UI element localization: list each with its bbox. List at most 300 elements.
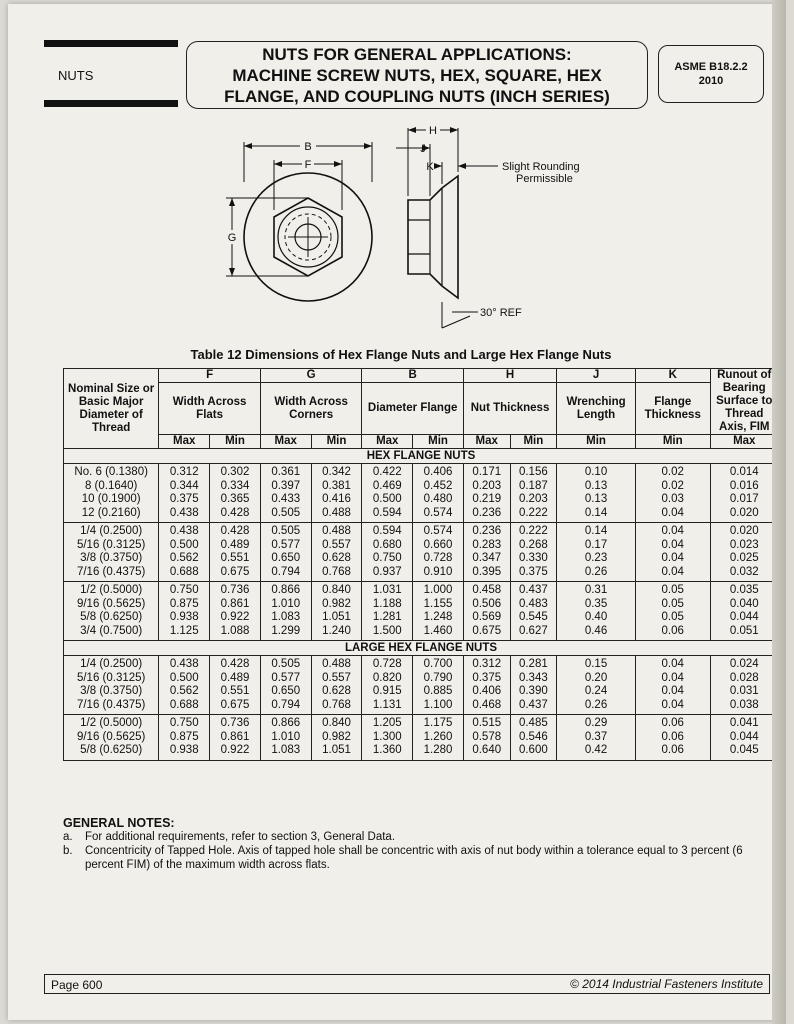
dimension-value: 0.628 [322, 685, 351, 697]
standard-badge [658, 45, 764, 103]
dimension-value: 0.29 [584, 717, 608, 729]
document-page [8, 4, 778, 1020]
dimension-value: 0.40 [584, 611, 608, 623]
dim-label-b: B [304, 141, 312, 153]
dimension-value: 0.13 [584, 493, 608, 505]
dimension-value: 0.790 [423, 671, 453, 684]
dimension-value: 0.500 [169, 538, 199, 551]
dimension-value: 0.488 [322, 525, 351, 537]
dimension-value: 0.038 [729, 698, 759, 711]
dimension-value: 0.26 [584, 698, 608, 711]
dimension-value: 0.562 [169, 552, 199, 564]
dimension-value: 0.500 [372, 493, 402, 505]
dimension-value: 0.26 [584, 565, 608, 578]
dimensions-table [63, 368, 779, 761]
dimension-value: 0.820 [372, 671, 402, 684]
dimension-value: 0.13 [584, 479, 608, 492]
col-letter-f: F [159, 369, 261, 383]
dimension-value: 0.025 [729, 552, 759, 564]
dimension-value: 0.469 [372, 479, 402, 492]
value-cell [463, 464, 510, 523]
value-cell [311, 523, 362, 582]
dimension-value: 0.04 [661, 671, 684, 684]
title-line: NUTS FOR GENERAL APPLICATIONS: [262, 45, 572, 64]
dimension-value: 0.577 [271, 538, 301, 551]
dim-label-f: F [304, 159, 312, 171]
dimension-value: 0.875 [169, 730, 199, 743]
dimension-value: 0.505 [271, 506, 301, 519]
dimension-value: 0.866 [271, 584, 301, 596]
dimension-value: 0.433 [271, 493, 301, 505]
value-cell [635, 464, 710, 523]
nominal-size: 5/16 (0.3125) [76, 538, 146, 551]
dimension-value: 0.428 [220, 658, 250, 670]
dimension-value: 0.768 [322, 565, 351, 578]
dimension-value: 0.458 [472, 584, 502, 596]
dimension-value: 1.260 [423, 730, 453, 743]
dimension-value: 0.485 [518, 717, 548, 729]
page-edge-shadow [772, 0, 786, 1024]
dimension-value: 0.20 [584, 671, 608, 684]
dimension-value: 0.437 [518, 584, 548, 596]
dim-label-g: G [227, 232, 237, 244]
size-cell [64, 523, 159, 582]
table-body [64, 449, 779, 761]
section-header-row [64, 449, 779, 464]
dimension-value: 0.04 [661, 565, 684, 578]
value-cell [260, 715, 311, 761]
rounding-note-line1: Slight Rounding [502, 161, 580, 173]
dimension-value: 0.688 [169, 565, 199, 578]
subheader-min: Min [635, 435, 710, 449]
dimension-value: 0.06 [661, 744, 684, 756]
dimension-value: 0.24 [584, 685, 608, 697]
value-cell [463, 715, 510, 761]
nominal-size: 3/4 (0.7500) [80, 624, 143, 637]
dimension-value: 0.505 [271, 658, 301, 670]
dimension-value: 0.06 [661, 730, 684, 743]
dimension-value: 0.03 [661, 493, 684, 505]
dimension-value: 0.483 [518, 597, 548, 610]
dimension-value: 0.06 [661, 717, 684, 729]
col-header-g: Width Across Corners [260, 383, 362, 435]
dimension-value: 0.728 [372, 658, 402, 670]
dimension-value: 0.302 [220, 466, 250, 478]
value-cell [510, 656, 557, 715]
dimension-value: 0.187 [518, 479, 548, 492]
dimension-value: 0.750 [169, 717, 199, 729]
section-header-row [64, 641, 779, 656]
dimension-value: 0.551 [220, 685, 250, 697]
dimension-value: 0.688 [169, 698, 199, 711]
value-cell [362, 582, 413, 641]
title-line: MACHINE SCREW NUTS, HEX, SQUARE, HEX [232, 66, 602, 85]
dimension-value: 0.406 [472, 685, 502, 697]
nominal-size: 7/16 (0.4375) [76, 698, 146, 711]
dim-label-h: H [429, 125, 437, 137]
dimension-value: 0.938 [169, 611, 199, 623]
table-row-group [64, 582, 779, 641]
value-cell [710, 656, 778, 715]
col-letter-b: B [362, 369, 464, 383]
dimension-value: 1.083 [271, 611, 301, 623]
dimension-value: 0.982 [322, 597, 351, 610]
value-cell [510, 582, 557, 641]
dimension-value: 1.000 [423, 584, 453, 596]
col-header-b: Diameter Flange [362, 383, 464, 435]
dimension-value: 0.794 [271, 698, 301, 711]
dimension-value: 0.016 [729, 479, 759, 492]
nominal-size: 1/4 (0.2500) [80, 525, 143, 537]
dimension-value: 0.728 [423, 552, 453, 564]
dimension-value: 0.700 [423, 658, 453, 670]
dimension-value: 1.299 [271, 624, 301, 637]
dimension-value: 0.283 [472, 538, 502, 551]
dimension-value: 1.175 [423, 717, 453, 729]
page-number: Page 600 [51, 978, 103, 992]
dimension-value: 0.343 [518, 671, 548, 684]
value-cell [260, 656, 311, 715]
dimension-value: 0.04 [661, 685, 684, 697]
dimension-value: 0.650 [271, 552, 301, 564]
dimension-value: 0.17 [584, 538, 608, 551]
value-cell [210, 464, 261, 523]
title-line: FLANGE, AND COUPLING NUTS (INCH SERIES) [224, 87, 610, 106]
dimension-value: 0.505 [271, 525, 301, 537]
dimension-value: 0.840 [322, 717, 351, 729]
dimension-value: 0.562 [169, 685, 199, 697]
value-cell [463, 656, 510, 715]
dimension-value: 0.910 [423, 565, 453, 578]
dimension-value: 0.045 [729, 744, 759, 756]
note-text: For additional requirements, refer to section 3, General Data. [85, 831, 396, 843]
dimension-value: 0.506 [472, 597, 502, 610]
nominal-size: 9/16 (0.5625) [76, 597, 146, 610]
value-cell [463, 523, 510, 582]
dimension-value: 0.578 [472, 730, 502, 743]
dimension-value: 0.05 [661, 584, 684, 596]
col-letter-j: J [557, 369, 636, 383]
front-view [226, 142, 372, 301]
dimension-value: 0.515 [472, 717, 502, 729]
dimension-value: 1.031 [372, 584, 402, 596]
nominal-size: 1/2 (0.5000) [80, 717, 143, 729]
page-title [186, 41, 648, 109]
dimension-value: 0.660 [423, 538, 453, 551]
dimension-value: 1.240 [322, 624, 351, 637]
dimension-value: 0.861 [220, 597, 250, 610]
value-cell [635, 523, 710, 582]
dimension-value: 0.203 [472, 479, 502, 492]
col-header-h: Nut Thickness [463, 383, 556, 435]
table-row-group [64, 656, 779, 715]
dimension-value: 0.650 [271, 685, 301, 697]
dimension-value: 1.088 [220, 624, 250, 637]
dimension-value: 0.866 [271, 717, 301, 729]
dimension-value: 1.460 [423, 624, 453, 637]
nominal-size: 3/8 (0.3750) [80, 552, 143, 564]
dimension-value: 0.577 [271, 671, 301, 684]
dimension-value: 0.222 [518, 525, 548, 537]
dimension-value: 0.156 [518, 466, 548, 478]
dimension-value: 0.342 [322, 466, 351, 478]
dimension-value: 0.438 [169, 658, 199, 670]
dimension-value: 0.861 [220, 730, 250, 743]
dimension-value: 0.040 [729, 597, 759, 610]
value-cell [463, 582, 510, 641]
value-cell [710, 464, 778, 523]
section-title: HEX FLANGE NUTS [64, 449, 779, 464]
value-cell [159, 582, 210, 641]
subheader-min: Min [311, 435, 362, 449]
dimension-value: 0.04 [661, 506, 684, 519]
subheader-max: Max [463, 435, 510, 449]
value-cell [557, 464, 636, 523]
value-cell [557, 715, 636, 761]
value-cell [413, 523, 464, 582]
dimension-value: 0.768 [322, 698, 351, 711]
size-cell [64, 464, 159, 523]
table-row-group [64, 715, 779, 761]
standard-number: ASME B18.2.2 [674, 61, 748, 73]
header-rule-bottom [44, 100, 178, 107]
dimension-value: 0.044 [729, 730, 759, 743]
dimension-value: 0.236 [472, 506, 502, 519]
section-label: NUTS [58, 68, 94, 83]
dimension-value: 0.680 [372, 538, 402, 551]
col-header-runout: Runout of Bearing Surface to Thread Axis, FIM [710, 369, 778, 435]
dimension-value: 0.640 [472, 744, 502, 756]
dimension-value: 1.500 [372, 624, 402, 637]
dimension-value: 0.23 [584, 552, 608, 564]
col-header-nominal: Nominal Size or Basic Major Diameter of Thread [64, 369, 159, 449]
dimension-value: 0.437 [518, 698, 548, 711]
value-cell [362, 523, 413, 582]
dimension-value: 0.428 [220, 506, 250, 519]
nominal-size: 9/16 (0.5625) [76, 730, 146, 743]
dimension-value: 0.236 [472, 525, 502, 537]
dimension-value: 0.04 [661, 525, 684, 537]
dimension-value: 0.02 [661, 466, 684, 478]
dimension-value: 0.750 [372, 552, 402, 564]
nominal-size: 3/8 (0.3750) [80, 685, 143, 697]
nominal-size: 5/8 (0.6250) [80, 611, 143, 623]
subheader-min: Min [557, 435, 636, 449]
dimension-value: 0.489 [220, 671, 250, 684]
dimension-value: 0.035 [729, 584, 759, 596]
value-cell [311, 464, 362, 523]
table-caption: Table 12 Dimensions of Hex Flange Nuts and Large Hex Flange Nuts [190, 347, 612, 362]
dimension-value: 1.188 [372, 597, 402, 610]
value-cell [710, 582, 778, 641]
size-cell [64, 715, 159, 761]
dimension-value: 0.344 [169, 479, 199, 492]
col-letter-h: H [463, 369, 556, 383]
dimension-value: 0.06 [661, 624, 684, 637]
value-cell [557, 656, 636, 715]
dimension-value: 0.937 [372, 565, 402, 578]
size-cell [64, 656, 159, 715]
nominal-size: 10 (0.1900) [81, 493, 141, 505]
dimension-value: 0.203 [518, 493, 548, 505]
dimension-value: 0.02 [661, 479, 684, 492]
subheader-max: Max [159, 435, 210, 449]
value-cell [710, 715, 778, 761]
dimension-value: 0.557 [322, 671, 351, 684]
dimension-value: 0.023 [729, 538, 759, 551]
dimension-value: 0.219 [472, 493, 502, 505]
dimension-value: 0.375 [169, 493, 199, 505]
value-cell [635, 656, 710, 715]
value-cell [413, 582, 464, 641]
dimension-value: 0.334 [220, 479, 250, 492]
value-cell [210, 715, 261, 761]
dimension-value: 1.125 [169, 624, 199, 637]
col-header-f: Width Across Flats [159, 383, 261, 435]
dimension-value: 1.281 [372, 611, 402, 623]
dimension-value: 0.028 [729, 671, 759, 684]
dimension-value: 0.422 [372, 466, 402, 478]
nominal-size: 8 (0.1640) [84, 479, 138, 492]
dimension-value: 0.922 [220, 611, 250, 623]
dimension-value: 0.875 [169, 597, 199, 610]
value-cell [413, 656, 464, 715]
dimension-value: 0.020 [729, 525, 759, 537]
value-cell [311, 656, 362, 715]
dimension-value: 0.014 [729, 466, 759, 478]
nominal-size: 7/16 (0.4375) [76, 565, 146, 578]
dimension-value: 0.312 [169, 466, 199, 478]
rounding-note-line2: Permissible [516, 173, 573, 185]
value-cell [413, 715, 464, 761]
value-cell [311, 715, 362, 761]
dimension-value: 0.982 [322, 730, 351, 743]
dimension-value: 0.10 [584, 466, 608, 478]
dimension-value: 0.452 [423, 479, 453, 492]
size-cell [64, 582, 159, 641]
dimension-value: 0.020 [729, 506, 759, 519]
dimension-value: 0.416 [322, 493, 351, 505]
dimension-value: 0.480 [423, 493, 453, 505]
dimension-value: 0.406 [423, 466, 453, 478]
value-cell [210, 656, 261, 715]
dimension-value: 0.05 [661, 611, 684, 623]
value-cell [510, 464, 557, 523]
dimension-value: 0.37 [584, 730, 608, 743]
subheader-min: Min [510, 435, 557, 449]
dimension-value: 1.248 [423, 611, 453, 623]
page-footer [44, 974, 770, 994]
dimension-value: 0.04 [661, 658, 684, 670]
dimension-value: 0.031 [729, 685, 759, 697]
value-cell [362, 656, 413, 715]
value-cell [210, 523, 261, 582]
dimension-value: 0.546 [518, 730, 548, 743]
dimension-value: 0.281 [518, 658, 548, 670]
col-letter-k: K [635, 369, 710, 383]
dimension-value: 0.347 [472, 552, 502, 564]
dimension-value: 0.395 [472, 565, 502, 578]
dimension-value: 0.04 [661, 538, 684, 551]
subheader-min: Min [413, 435, 464, 449]
dimension-value: 0.628 [322, 552, 351, 564]
subheader-max: Max [362, 435, 413, 449]
dimension-value: 0.397 [271, 479, 301, 492]
copyright: © 2014 Industrial Fasteners Institute [570, 977, 763, 991]
dimension-value: 0.574 [423, 506, 453, 519]
dimension-value: 1.051 [322, 744, 351, 756]
dimension-value: 0.05 [661, 597, 684, 610]
value-cell [159, 656, 210, 715]
value-cell [510, 715, 557, 761]
value-cell [635, 715, 710, 761]
dimension-value: 0.675 [220, 565, 250, 578]
value-cell [260, 523, 311, 582]
dimension-value: 0.35 [584, 597, 608, 610]
value-cell [362, 715, 413, 761]
value-cell [159, 715, 210, 761]
dimension-value: 0.171 [472, 466, 502, 478]
dimension-value: 0.044 [729, 611, 759, 623]
dimension-value: 1.205 [372, 717, 402, 729]
dimension-value: 1.131 [372, 698, 402, 711]
col-letter-g: G [260, 369, 362, 383]
value-cell [510, 523, 557, 582]
dimension-value: 0.390 [518, 685, 548, 697]
dimension-value: 1.051 [322, 611, 351, 623]
nominal-size: No. 6 (0.1380) [74, 466, 148, 478]
dimension-value: 0.375 [518, 565, 548, 578]
dimension-value: 1.083 [271, 744, 301, 756]
dimension-value: 0.794 [271, 565, 301, 578]
value-cell [311, 582, 362, 641]
note-label: a. [63, 831, 73, 843]
section-title: LARGE HEX FLANGE NUTS [64, 641, 779, 656]
dimension-value: 1.100 [423, 698, 453, 711]
value-cell [260, 464, 311, 523]
dimension-value: 0.600 [518, 744, 548, 756]
dimension-value: 0.330 [518, 552, 548, 564]
nominal-size: 1/4 (0.2500) [80, 658, 143, 670]
dimension-value: 0.557 [322, 538, 351, 551]
dimension-value: 0.840 [322, 584, 351, 596]
dimension-value: 0.489 [220, 538, 250, 551]
dimension-value: 0.594 [372, 506, 402, 519]
nominal-size: 12 (0.2160) [81, 506, 141, 519]
dimension-value: 0.31 [584, 584, 608, 596]
col-header-k: Flange Thickness [635, 383, 710, 435]
dimension-value: 1.300 [372, 730, 402, 743]
dimension-value: 0.14 [584, 525, 608, 537]
header-rule-top [44, 40, 178, 47]
value-cell [557, 582, 636, 641]
dimension-value: 0.051 [729, 624, 759, 637]
subheader-min: Min [210, 435, 261, 449]
dimension-value: 0.041 [729, 717, 759, 729]
value-cell [413, 464, 464, 523]
table-row-group [64, 523, 779, 582]
dimension-value: 0.04 [661, 698, 684, 711]
dimension-value: 0.428 [220, 525, 250, 537]
dimension-value: 0.736 [220, 717, 250, 729]
dimension-value: 1.360 [372, 744, 402, 756]
value-cell [362, 464, 413, 523]
dimension-value: 0.488 [322, 506, 351, 519]
dimension-value: 1.010 [271, 597, 301, 610]
subheader-max: Max [710, 435, 778, 449]
dimension-value: 0.361 [271, 466, 301, 478]
dimension-value: 0.468 [472, 698, 502, 711]
